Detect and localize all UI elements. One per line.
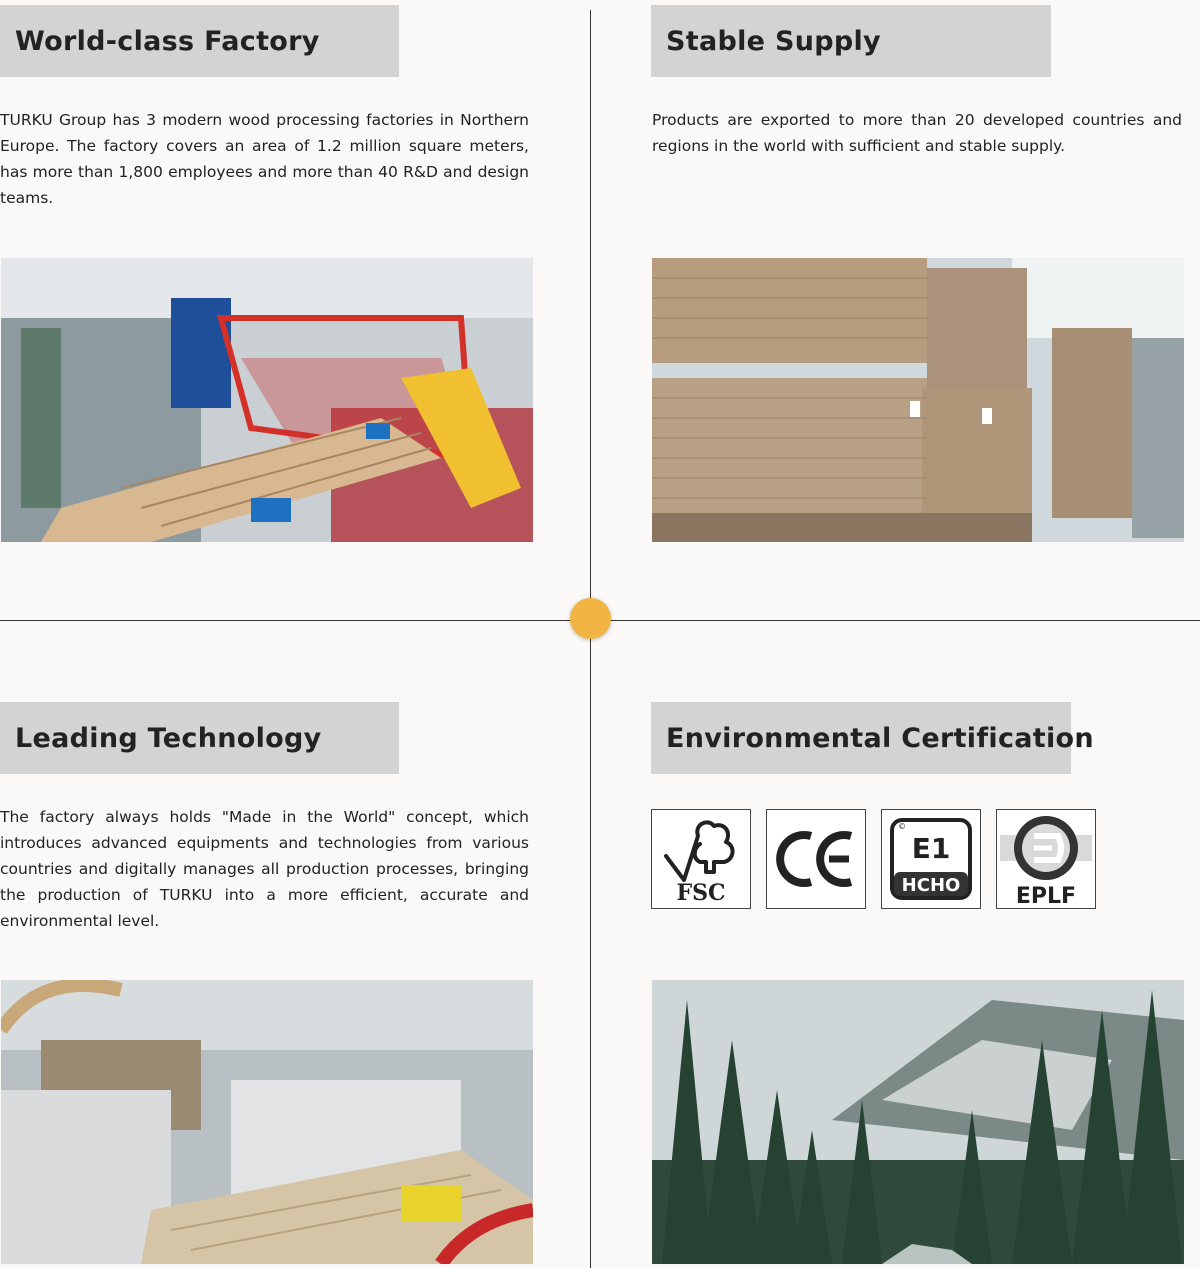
- supply-heading: Stable Supply: [666, 25, 881, 57]
- technology-heading-box: [0, 702, 399, 774]
- technology-description: The factory always holds "Made in the World" concept, which introduces advanced equipments and technologies from various countries and digitally manages all production processes, bringing the production of TURKU into a more efficient, accurate and environmental level.: [0, 808, 529, 930]
- factory-heading-box: [0, 5, 399, 77]
- certification-heading: Environmental Certification: [666, 722, 1094, 754]
- factory-description: TURKU Group has 3 modern wood processing factories in Northern Europe. The factory covers an area of 1.2 million square meters, has more than 1,800 employees and more than 40 R&D and design teams.: [0, 111, 529, 207]
- svg-text:FSC: FSC: [676, 880, 726, 904]
- supply-description: Products are exported to more than 20 developed countries and regions in the world with sufficient and stable supply.: [652, 111, 1182, 155]
- factory-photo: [1, 258, 533, 542]
- e1-hcho-logo: [881, 809, 981, 909]
- factory-heading: World-class Factory: [15, 25, 320, 57]
- svg-text:EPLF: EPLF: [1015, 884, 1077, 907]
- ce-mark: [766, 809, 866, 909]
- center-accent-dot: [570, 598, 611, 639]
- svg-text:E1: E1: [911, 832, 951, 865]
- technology-heading: Leading Technology: [15, 722, 322, 754]
- eplf-logo: [996, 809, 1096, 909]
- supply-heading-box: [651, 5, 1051, 77]
- vertical-divider: [590, 10, 591, 1268]
- supply-photo: [652, 258, 1184, 542]
- technology-photo: [1, 980, 533, 1264]
- svg-text:HCHO: HCHO: [901, 875, 961, 896]
- svg-text:©: ©: [898, 822, 906, 831]
- certification-heading-box: [651, 702, 1094, 774]
- fsc-logo: [651, 809, 751, 909]
- forest-photo: [652, 980, 1184, 1264]
